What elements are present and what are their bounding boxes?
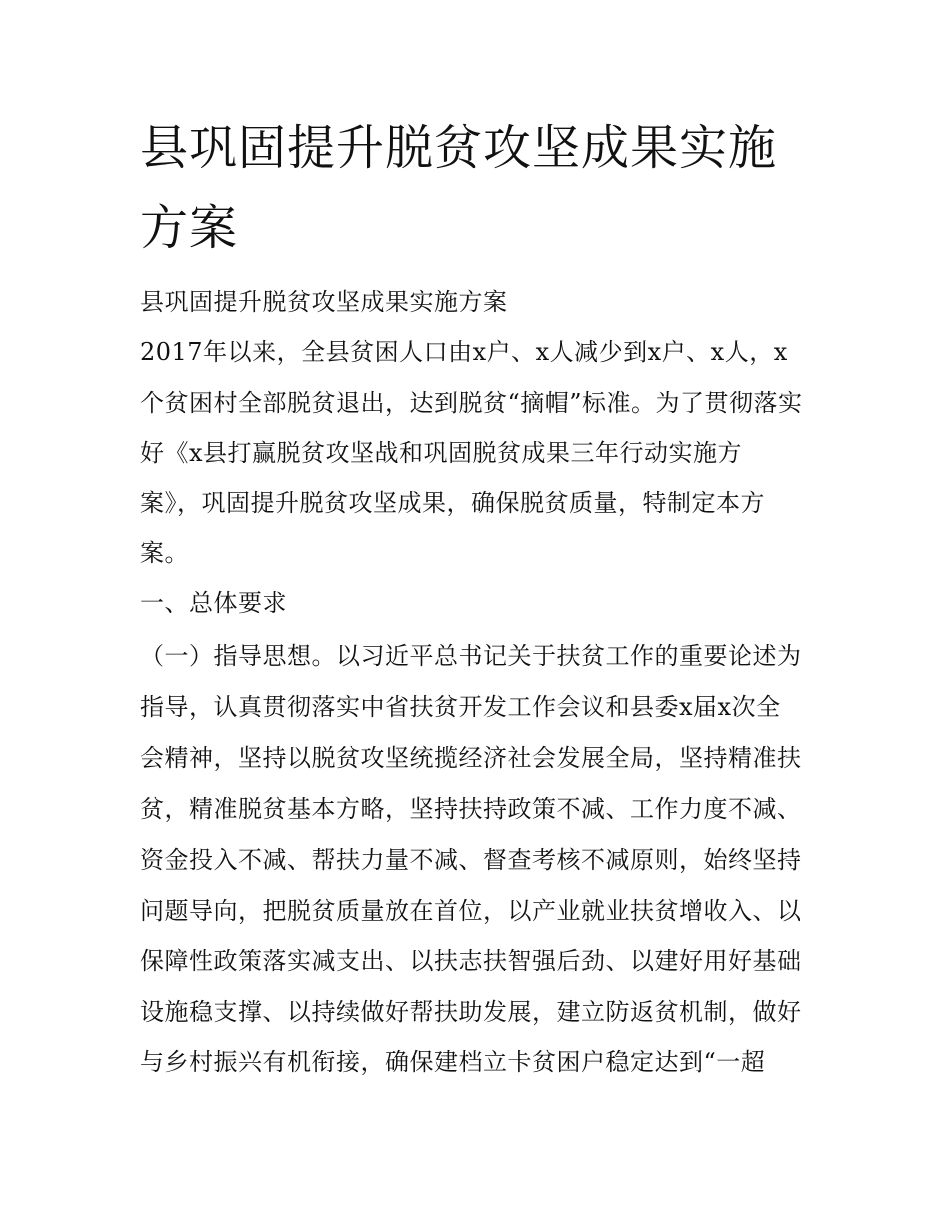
section-line: （一）指导思想。以习近平总书记关于扶贫工作的重要论述为 [140,642,802,670]
document-subtitle: 县巩固提升脱贫攻坚成果实施方案 [140,288,508,316]
section-heading: 一、总体要求 [140,589,287,617]
section-line: 与乡村振兴有机衔接，确保建档立卡贫困户稳定达到“一超 [140,1048,766,1076]
document-title: 县巩固提升脱贫攻坚成果实施方案 [140,120,778,256]
intro-line: 2017年以来，全县贫困人口由x户、x人减少到x户、x人，x [140,338,788,366]
intro-line: 案》，巩固提升脱贫攻坚成果，确保脱贫质量，特制定本方 [140,489,765,517]
section-line: 问题导向，把脱贫质量放在首位，以产业就业扶贫增收入、以 [140,897,802,925]
intro-line: 案。 [140,539,189,567]
section-line: 会精神，坚持以脱贫攻坚统揽经济社会发展全局，坚持精准扶 [140,744,802,772]
intro-line: 好《x县打赢脱贫攻坚战和巩固脱贫成果三年行动实施方 [140,439,743,467]
intro-line: 个贫困村全部脱贫退出，达到脱贫“摘帽”标准。为了贯彻落实 [140,389,803,417]
section-line: 贫，精准脱贫基本方略，坚持扶持政策不减、工作力度不减、 [140,795,802,823]
section-line: 指导，认真贯彻落实中省扶贫开发工作会议和县委x届x次全 [140,693,781,721]
section-line: 保障性政策落实减支出、以扶志扶智强后劲、以建好用好基础 [140,947,802,975]
section-line: 设施稳支撑、以持续做好帮扶助发展，建立防返贫机制，做好 [140,998,802,1026]
section-line: 资金投入不减、帮扶力量不减、督查考核不减原则，始终坚持 [140,846,802,874]
